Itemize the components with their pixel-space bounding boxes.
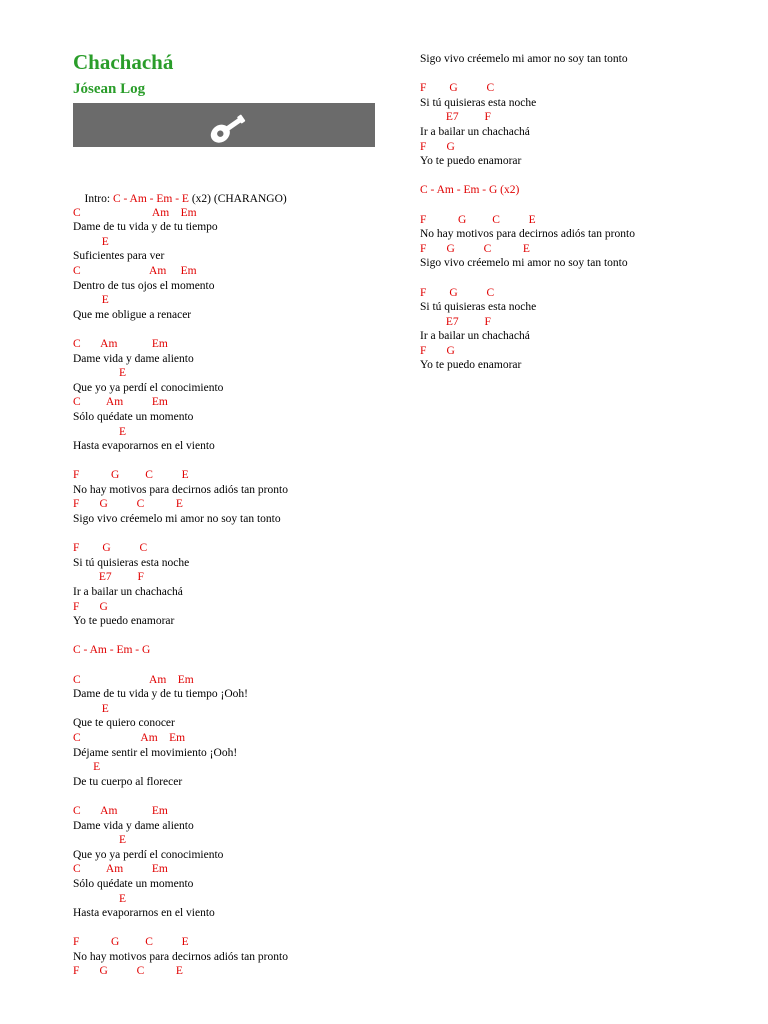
chord-line: F G C E [73,498,183,511]
lyric-line: Sigo vivo créemelo mi amor no soy tan tonto [420,53,628,65]
lyric-line: De tu cuerpo al florecer [73,775,183,788]
lyric-line: Si tú quisieras esta noche [420,301,537,314]
chord-line: E7 F [420,111,491,124]
chord-line: F G [420,344,455,357]
intro-line [73,177,287,205]
stanza-gap [420,271,635,286]
lyric-line: Ir a bailar un chachachá [420,125,530,138]
chord-line: C Am Em [73,804,168,817]
chord-line: F G C E [420,242,530,255]
chord-line: E [73,834,127,847]
song-artist: Jósean Log [73,81,146,97]
lyric-line: Hasta evaporarnos en el viento [73,440,215,453]
lyric-line: Dame vida y dame aliento [73,819,194,832]
chord-line: E [73,367,127,380]
lyric-line: Dame de tu vida y de tu tiempo ¡Ooh! [73,688,249,701]
chord-line: F G [420,140,455,153]
lyric-line: Yo te puedo enamorar [73,615,175,628]
stanza-gap [73,629,288,644]
chord-line: E [73,425,127,438]
lyric-line: Yo te puedo enamorar [420,155,522,168]
lyric-line: Sigo vivo créemelo mi amor no soy tan tonto [420,257,628,270]
chord-line: E [73,892,127,905]
chord-line: E [73,235,109,248]
lyric-line: Que me obligue a renacer [73,308,192,321]
stanza-gap [73,454,288,469]
lyric-line: Suficientes para ver [73,250,165,263]
instrument-banner [73,103,375,147]
lyric-line: Dentro de tus ojos el momento [73,279,215,292]
charango-icon [202,106,246,144]
lyric-line: Dame de tu vida y de tu tiempo [73,221,218,234]
chord-line: F G C [420,286,495,299]
lyric-line: Si tú quisieras esta noche [420,96,537,109]
chord-line: F G C [73,542,148,555]
lyric-line: Hasta evaporarnos en el viento [73,907,215,920]
lyric-line: Yo te puedo enamorar [420,359,522,372]
lyric-line: Que yo ya perdí el conocimiento [73,848,224,861]
chord-line: C - Am - Em - G [73,644,151,657]
stanza-gap [420,67,635,82]
chord-line: C Am Em [73,863,168,876]
lyric-line: Déjame sentir el movimiento ¡Ooh! [73,746,238,759]
chord-line: F G C E [73,469,189,482]
lyric-line: Ir a bailar un chachachá [73,586,183,599]
stanza-gap [73,658,288,673]
chord-line: C Am Em [73,264,197,277]
lyric-line: Si tú quisieras esta noche [73,556,190,569]
chord-line: C Am Em [73,337,168,350]
chord-line: F G C E [73,965,183,978]
stanza-gap [73,527,288,542]
lyric-line: Sigo vivo créemelo mi amor no soy tan tonto [73,513,281,526]
chord-line: E7 F [420,315,491,328]
lyric-line: Sólo quédate un momento [73,877,194,890]
stanza-gap [73,921,288,936]
chord-line: C - Am - Em - G (x2) [420,184,520,197]
lyrics-column-right [420,52,635,373]
chord-line: F G C [420,82,495,95]
chord-line: F G C E [73,936,189,949]
lyric-line: Que yo ya perdí el conocimiento [73,381,224,394]
lyrics-column-left [73,191,288,979]
stanza-gap [73,789,288,804]
lyric-line: Que te quiero conocer [73,717,175,730]
chord-line: C Am Em [73,396,168,409]
stanza-gap [73,322,288,337]
chord-line: C Am Em [73,673,194,686]
intro-chords: C - Am - Em - E [112,192,189,205]
lyric-line: No hay motivos para decirnos adiós tan pronto [73,950,288,963]
chord-line: F G [73,600,108,613]
chord-line: E7 F [73,571,144,584]
lyric-line: No hay motivos para decirnos adiós tan pronto [73,483,288,496]
lyric-line: Sólo quédate un momento [73,410,194,423]
stanza-gap [73,191,288,206]
chord-line: E [73,761,101,774]
lyric-line: Dame vida y dame aliento [73,352,194,365]
intro-label: Intro: [84,192,113,205]
lyric-line: Ir a bailar un chachachá [420,330,530,343]
lyric-line: No hay motivos para decirnos adiós tan pronto [420,228,635,241]
chord-line: E [73,294,109,307]
stanza-gap [420,198,635,213]
chord-line: C Am Em [73,206,197,219]
chord-line: E [73,702,109,715]
intro-suffix: (x2) (CHARANGO) [188,192,287,205]
chord-line: C Am Em [73,731,186,744]
stanza-gap [420,169,635,184]
song-title: Chachachá [73,50,174,74]
chord-line: F G C E [420,213,536,226]
